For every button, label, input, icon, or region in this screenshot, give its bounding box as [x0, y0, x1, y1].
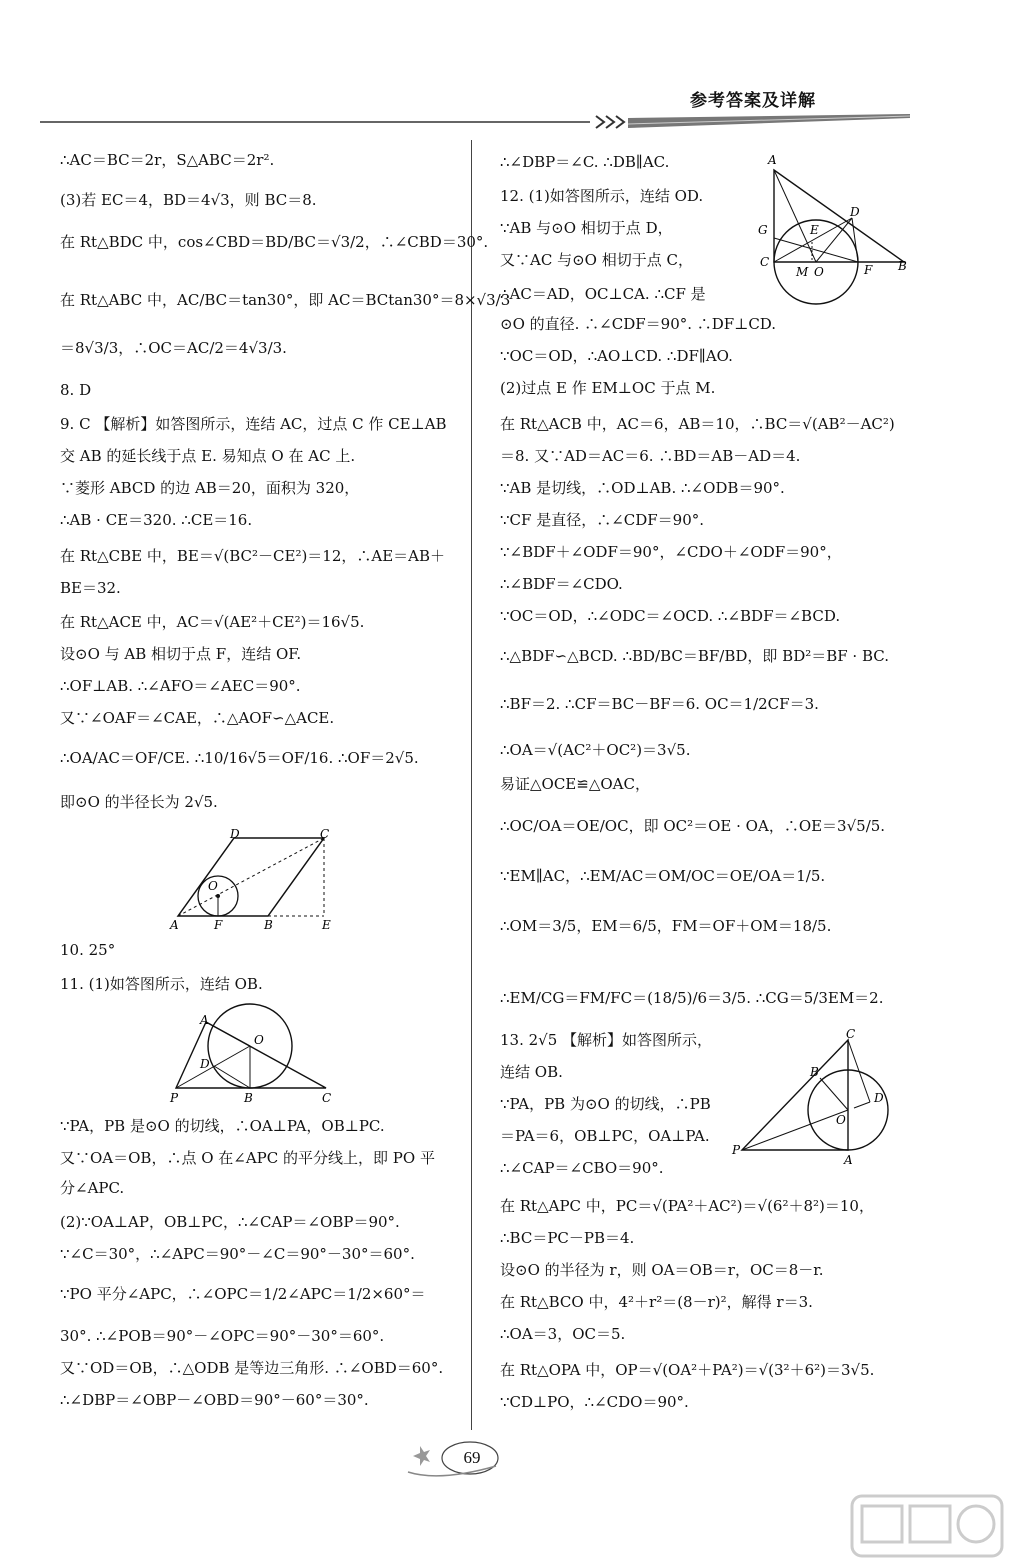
text-line: 12. (1)如答图所示，连结 OD. [500, 187, 704, 205]
label: O [254, 1033, 264, 1047]
text-line: 又∵AC 与⊙O 相切于点 C， [500, 251, 693, 269]
label: D [874, 1091, 884, 1105]
text-line: ∴∠DBP＝∠OBP－∠OBD＝90°－60°＝30°. [60, 1391, 369, 1409]
label: E [322, 918, 331, 932]
page-number: 69 [463, 1448, 481, 1467]
text-line: ∵CD⊥PO，∴∠CDO＝90°. [500, 1393, 689, 1411]
label: B [264, 918, 273, 932]
label: D [850, 205, 860, 219]
watermark-logo [848, 1492, 1008, 1562]
label: B [244, 1091, 253, 1105]
text-line: 13. 2√5 【解析】如答图所示， [500, 1031, 713, 1049]
label: C [322, 1091, 332, 1105]
text-line: ∵菱形 ABCD 的边 AB＝20，面积为 320， [60, 479, 360, 497]
label: F [864, 263, 873, 277]
text-line: ∴BC＝PC－PB＝4. [500, 1229, 635, 1247]
text-line: ∵∠BDF＋∠ODF＝90°，∠CDO＋∠ODF＝90°， [500, 543, 842, 561]
text-line: ∴∠CAP＝∠CBO＝90°. [500, 1159, 664, 1177]
text-line: ∵OC＝OD，∴∠ODC＝∠OCD. ∴∠BDF＝∠BCD. [500, 607, 841, 625]
text-line: 在 Rt△OPA 中，OP＝√(OA²＋PA²)＝√(3²＋6²)＝3√5. [500, 1361, 875, 1379]
header-rule [0, 108, 1020, 132]
text-line: 9. C 【解析】如答图所示，连结 AC，过点 C 作 CE⊥AB [60, 415, 447, 433]
label: C [846, 1027, 856, 1041]
text-line: ∵CF 是直径，∴∠CDF＝90°. [500, 511, 705, 529]
text-line: ∵PO 平分∠APC，∴∠OPC＝1/2∠APC＝1/2×60°＝ [60, 1285, 426, 1303]
label: C [320, 827, 330, 841]
text-line: 设⊙O 的半径为 r，则 OA＝OB＝r，OC＝8－r. [500, 1261, 824, 1279]
text-line: 在 Rt△CBE 中，BE＝√(BC²－CE²)＝12，∴AE＝AB＋ [60, 547, 446, 565]
text-line: 11. (1)如答图所示，连结 OB. [60, 975, 263, 993]
text-line: 即⊙O 的半径长为 2√5. [60, 793, 218, 811]
label: P [732, 1143, 741, 1157]
label: O [836, 1113, 846, 1127]
text-line: BE＝32. [60, 579, 121, 597]
text-line: ∴OA＝√(AC²＋OC²)＝3√5. [500, 741, 691, 759]
figure-tangent-lines [730, 1026, 910, 1166]
label: A [844, 1153, 853, 1166]
text-line: ∵EM∥AC，∴EM/AC＝OM/OC＝OE/OA＝1/5. [500, 867, 826, 885]
text-line: ∵AB 是切线，∴OD⊥AB. ∴∠ODB＝90°. [500, 479, 785, 497]
text-line: (3)若 EC＝4，BD＝4√3，则 BC＝8. [60, 191, 317, 209]
label: A [768, 153, 777, 167]
text-line: ＝8√3/3，∴OC＝AC/2＝4√3/3. [60, 339, 287, 357]
text-line: 在 Rt△BDC 中，cos∠CBD＝BD/BC＝√3/2，∴∠CBD＝30°. [60, 233, 489, 251]
label: G [758, 223, 768, 237]
text-line: 易证△OCE≌△OAC， [500, 775, 650, 793]
text-line: 30°. ∴∠POB＝90°－∠OPC＝90°－30°＝60°. [60, 1327, 385, 1345]
text-line: ∴BF＝2. ∴CF＝BC－BF＝6. OC＝1/2CF＝3. [500, 695, 819, 713]
text-line: ∵PA，PB 为⊙O 的切线，∴PB [500, 1095, 711, 1113]
label: M [796, 265, 809, 279]
text-line: 又∵OA＝OB，∴点 O 在∠APC 的平分线上，即 PO 平 [60, 1149, 435, 1167]
text-line: ∵OC＝OD，∴AO⊥CD. ∴DF∥AO. [500, 347, 733, 365]
text-line: ⊙O 的直径. ∴∠CDF＝90°. ∴DF⊥CD. [500, 315, 777, 333]
text-line: ∴AC＝BC＝2r，S△ABC＝2r². [60, 151, 275, 169]
label: E [810, 223, 819, 237]
text-line: 10. 25° [60, 941, 116, 959]
text-line: 交 AB 的延长线于点 E. 易知点 O 在 AC 上. [60, 447, 356, 465]
text-line: ＝PA＝6，OB⊥PC，OA⊥PA. [500, 1127, 710, 1145]
text-line: (2)∵OA⊥AP，OB⊥PC，∴∠CAP＝∠OBP＝90°. [60, 1213, 400, 1231]
text-line: 分∠APC. [60, 1179, 125, 1197]
text-line: 在 Rt△ACB 中，AC＝6，AB＝10，∴BC＝√(AB²－AC²) [500, 415, 895, 433]
text-line: 又∵OD＝OB，∴△ODB 是等边三角形. ∴∠OBD＝60°. [60, 1359, 444, 1377]
text-line: 在 Rt△BCO 中，4²＋r²＝(8－r)²，解得 r＝3. [500, 1293, 813, 1311]
text-line: ＝8. 又∵AD＝AC＝6. ∴BD＝AB－AD＝4. [500, 447, 801, 465]
text-line: ∴OA＝3，OC＝5. [500, 1325, 626, 1343]
text-line: ∵∠C＝30°，∴∠APC＝90°－∠C＝90°－30°＝60°. [60, 1245, 415, 1263]
text-line: ∴AC＝AD，OC⊥CA. ∴CF 是 [500, 285, 706, 303]
text-line: 在 Rt△ABC 中，AC/BC＝tan30°，即 AC＝BCtan30°＝8×√3/3 [60, 291, 511, 309]
label: P [170, 1091, 179, 1105]
label: D [230, 827, 240, 841]
column-divider [471, 140, 472, 1430]
text-line: ∴△BDF∽△BCD. ∴BD/BC＝BF/BD，即 BD²＝BF · BC. [500, 647, 889, 665]
figure-tangent-circle [166, 1002, 346, 1108]
label: B [810, 1065, 819, 1079]
text-line: ∴OM＝3/5，EM＝6/5，FM＝OF＋OM＝18/5. [500, 917, 832, 935]
figure-right-triangle-circle [756, 152, 916, 312]
text-line: ∵PA，PB 是⊙O 的切线，∴OA⊥PA，OB⊥PC. [60, 1117, 385, 1135]
label: F [214, 918, 223, 932]
text-line: 设⊙O 与 AB 相切于点 F，连结 OF. [60, 645, 302, 663]
label: D [200, 1057, 210, 1071]
text-line: 在 Rt△APC 中，PC＝√(PA²＋AC²)＝√(6²＋8²)＝10， [500, 1197, 874, 1215]
text-line: ∴AB · CE＝320. ∴CE＝16. [60, 511, 253, 529]
text-line: 又∵∠OAF＝∠CAE，∴△AOF∽△ACE. [60, 709, 335, 727]
text-line: ∴EM/CG＝FM/FC＝(18/5)/6＝3/5. ∴CG＝5/3EM＝2. [500, 989, 884, 1007]
text-line: ∵AB 与⊙O 相切于点 D， [500, 219, 673, 237]
text-line: ∴OA/AC＝OF/CE. ∴10/16√5＝OF/16. ∴OF＝2√5. [60, 749, 419, 767]
text-line: ∴OF⊥AB. ∴∠AFO＝∠AEC＝90°. [60, 677, 301, 695]
header-title: 参考答案及详解 [690, 91, 816, 111]
label: A [170, 918, 179, 932]
label: B [898, 259, 907, 273]
text-line: 8. D [60, 381, 92, 399]
label: O [814, 265, 824, 279]
text-line: ∴∠BDF＝∠CDO. [500, 575, 623, 593]
text-line: ∴∠DBP＝∠C. ∴DB∥AC. [500, 153, 670, 171]
label: C [760, 255, 770, 269]
text-line: 连结 OB. [500, 1063, 563, 1081]
text-line: ∴OC/OA＝OE/OC，即 OC²＝OE · OA，∴OE＝3√5/5. [500, 817, 886, 835]
figure-rhombus [168, 826, 348, 936]
text-line: (2)过点 E 作 EM⊥OC 于点 M. [500, 379, 716, 397]
label: A [200, 1013, 209, 1027]
text-line: 在 Rt△ACE 中，AC＝√(AE²＋CE²)＝16√5. [60, 613, 365, 631]
label: O [208, 879, 218, 893]
